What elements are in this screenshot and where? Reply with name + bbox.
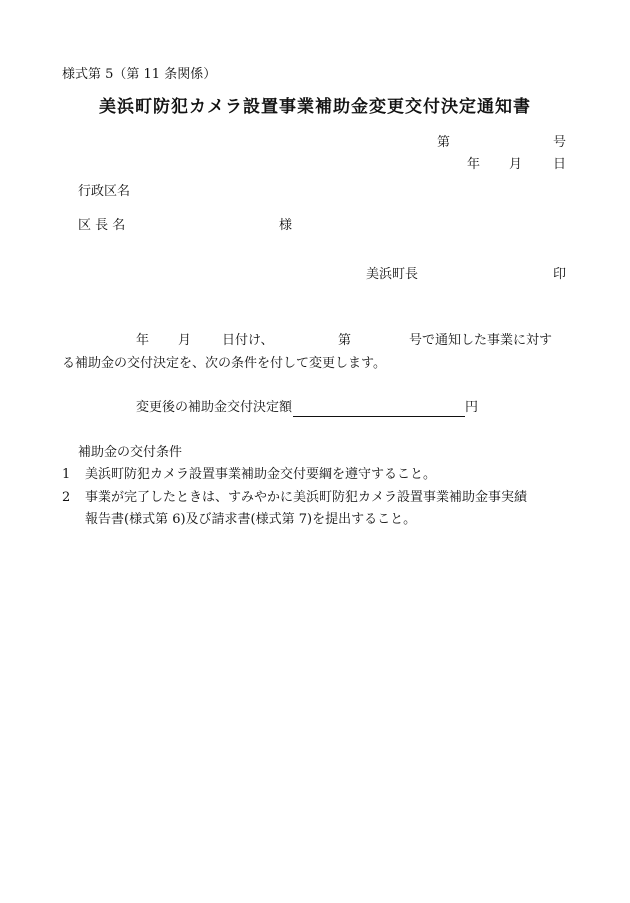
doc-number-suffix: 号 xyxy=(553,135,567,150)
body-dated: 日付け、 xyxy=(222,333,274,348)
district-name-label: 行政区名 xyxy=(78,184,131,199)
condition-2-text-line2: 報告書(様式第 6)及び請求書(様式第 7)を提出すること。 xyxy=(85,512,417,527)
form-number: 様式第 5（第 11 条関係） xyxy=(62,67,217,82)
date-month: 月 xyxy=(509,157,523,172)
seal-mark: 印 xyxy=(553,267,567,282)
body-line2: る補助金の交付決定を、次の条件を付して変更します。 xyxy=(62,356,386,371)
amount-label: 変更後の補助金交付決定額 xyxy=(136,400,293,415)
amount-row xyxy=(136,399,478,417)
doc-number-prefix: 第 xyxy=(437,135,451,150)
condition-1-text: 美浜町防犯カメラ設置事業補助金交付要綱を遵守すること。 xyxy=(85,467,437,482)
condition-2-number: 2 xyxy=(62,490,71,505)
amount-unit: 円 xyxy=(465,400,479,415)
amount-field[interactable] xyxy=(293,401,465,417)
date-day: 日 xyxy=(553,157,567,172)
body-year: 年 xyxy=(136,333,150,348)
condition-1-number: 1 xyxy=(62,467,71,482)
date-year: 年 xyxy=(467,157,481,172)
conditions-heading: 補助金の交付条件 xyxy=(78,445,183,460)
body-line1-rest: 号で通知した事業に対す xyxy=(409,333,553,348)
body-month: 月 xyxy=(178,333,192,348)
chief-name-label: 区 長 名 xyxy=(78,218,126,233)
honorific: 様 xyxy=(279,218,293,233)
issuer-title: 美浜町長 xyxy=(366,267,419,282)
body-number-prefix: 第 xyxy=(338,333,352,348)
document-title: 美浜町防犯カメラ設置事業補助金変更交付決定通知書 xyxy=(99,97,531,117)
condition-2-text: 事業が完了したときは、すみやかに美浜町防犯カメラ設置事業補助金事実績 xyxy=(85,490,528,505)
